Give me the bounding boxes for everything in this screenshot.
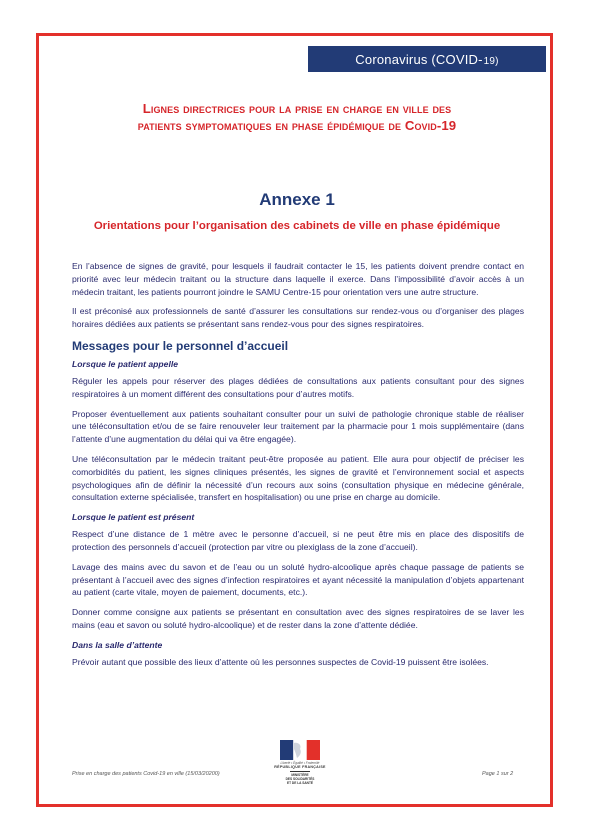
document-title bbox=[58, 100, 536, 134]
paragraph: Proposer éventuellement aux patients souhaitant consulter pour un suivi de pathologie chronique stable de réaliser une téléconsultation et/ou de se faire renouveler leur traitement par la pharmacie pour 1 mois supplémentaire (dans l’attente d’une augmentation du délai qui va être engagée). bbox=[72, 408, 524, 445]
paragraph: Respect d’une distance de 1 mètre avec le personne d’accueil, si ne peut être mis en place des dispositifs de protection des personnels d’accueil (protection par vitre ou plexiglass de la zone d’accueil). bbox=[72, 529, 524, 552]
covid-tag bbox=[308, 46, 546, 72]
marianne-flag-icon bbox=[280, 740, 320, 760]
paragraph: Donner comme consigne aux patients se présentant en consultation avec des signes respiratoires de se laver les mains (eau et savon ou soluté hydro-alcoolique) et de rester dans la zone d’attente dédiée. bbox=[72, 607, 524, 630]
paragraph: Prévoir autant que possible des lieux d’attente où les personnes suspectes de Covid-19 puissent être isolées. bbox=[72, 656, 489, 667]
paragraph: Une téléconsultation par le médecin traitant peut-être proposée au patient. Elle aura pour objectif de préciser les comorbidités du patient, les signes cliniques présentés, les signes de gravité et l’environnement social et aspects psychologiques afin de définir la nécessité d’un recours aux soins (consultation physique en médecine générale, consultation externe spécialisée, transfert en hospitalisation) ou une prise en charge au domicile. bbox=[72, 453, 524, 503]
tag-number: 19) bbox=[483, 55, 499, 67]
annexe-subtitle: Orientations pour l’organisation des cabinets de ville en phase épidémique bbox=[93, 220, 501, 232]
document-body bbox=[72, 260, 524, 676]
ministry-logo bbox=[270, 740, 330, 798]
logo-motto: Liberté • Égalité • Fraternité bbox=[280, 761, 320, 765]
footer-page-number: Page 1 sur 2 bbox=[482, 771, 514, 777]
ministry-line-1: MINISTÈRE bbox=[291, 772, 309, 777]
intro-paragraph-1: En l’absence de signes de gravité, pour lesquels il faudrait contacter le 15, les patients doivent prendre contact en priorité avec leur médecin traitant ou la structure dans laquelle il exerce. Dans l’impossibilité d’avoir accès à un médecin traitant, les patients pourront joindre le SAMU Centre-15 pour orientation vers une autre structure. bbox=[72, 261, 524, 297]
ministry-line-3: ET DE LA SANTÉ bbox=[286, 780, 314, 785]
logo-ministry bbox=[286, 773, 315, 785]
subsection-title-waiting-room: Dans la salle d’attente bbox=[72, 639, 163, 650]
section-title: Messages pour le personnel d’accueil bbox=[72, 338, 289, 353]
footer-document-info: Prise en charge des patients Covid-19 en ville (15/03/20200) bbox=[72, 771, 220, 777]
title-line-2: patients symptomatiques en phase épidémique de Covid-19 bbox=[137, 118, 457, 133]
paragraph: Lavage des mains avec du savon et de l’eau ou un soluté hydro-alcoolique après chaque passage de patients se présentant à l’accueil avec des signes d’infection respiratoires et ayant nécessité la manipulation d’objets appartenant au patient (carte vitale, moyen de paiement, documents, etc.). bbox=[72, 561, 524, 598]
logo-divider bbox=[290, 771, 310, 772]
tag-main: Coronavirus (COVID- bbox=[355, 51, 483, 67]
subsection-title-present: Lorsque le patient est présent bbox=[72, 512, 195, 523]
logo-republic: RÉPUBLIQUE FRANÇAISE bbox=[274, 765, 326, 769]
title-line-1: Lignes directrices pour la prise en charge en ville des bbox=[142, 101, 452, 116]
subsection-title-call: Lorsque le patient appelle bbox=[72, 358, 179, 369]
annexe-title: Annexe 1 bbox=[259, 190, 335, 209]
ministry-line-2: DES SOLIDARITÉS bbox=[285, 776, 315, 781]
paragraph: Réguler les appels pour réserver des plages dédiées de consultations aux patients consultant pour des signes respiratoires à un moment différent des consultations pour d’autres motifs. bbox=[72, 375, 524, 399]
intro-paragraph-2: Il est préconisé aux professionnels de santé d’assurer les consultations sur rendez-vous ou d’organiser des plages horaires dédiées aux patients se présentant sans rendez-vous pour des signes respiratoires. bbox=[72, 306, 524, 330]
